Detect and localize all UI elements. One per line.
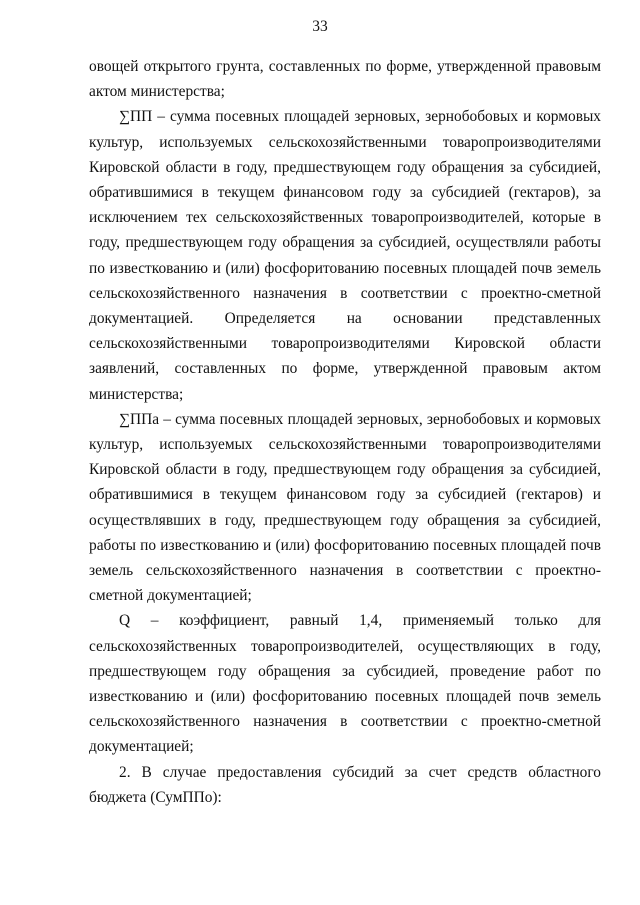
paragraph-coefficient-q: Q – коэффициент, равный 1,4, применяемый только для сельскохозяйственных товаропроизводителей, осуществляющих в году, предшествующем году обращения за субсидией, проведение работ по известкованию и (или) фосфоритованию посевных площадей почв земель сельскохозяйственного назначения в соответствии с проектно-сметной документацией; bbox=[89, 612, 601, 756]
paragraph-sum-pp: ∑ПП – сумма посевных площадей зерновых, зернобобовых и кормовых культур, используемых сельскохозяйственными товаропроизводителями Кировской области в году, предшествующем году обращения за субсидией, обратившимися в текущем финансовом году за субсидией (гектаров), за исключением тех сельскохозяйственных товаропроизводителей, которые в году, предшествующем году обращения за субсидией, осуществляли работы по известкованию и (или) фосфоритованию посевных площадей почв земель сельскохозяйственного назначения в соответствии с проектно-сметной документацией. Определяется на основании представленных сельскохозяйственными товаропроизводителями Кировской области заявлений, составленных по форме, утвержденной правовым актом министерства; bbox=[89, 108, 601, 403]
paragraph-item-2: 2. В случае предоставления субсидий за счет средств областного бюджета (СумППо): bbox=[89, 763, 601, 806]
paragraph-continuation: овощей открытого грунта, составленных по форме, утвержденной правовым актом министерства; bbox=[89, 58, 601, 101]
page-number: 33 bbox=[312, 18, 328, 35]
paragraph-sum-ppa: ∑ППа – сумма посевных площадей зерновых, зернобобовых и кормовых культур, используемых сельскохозяйственными товаропроизводителями Кировской области в году, предшествующем году обращения за субсидией, обратившимися в текущем финансовом году за субсидией (гектаров) и осуществлявших в году, предшествующем году обращения за субсидией, работы по известкованию и (или) фосфоритованию посевных площадей почв земель сельскохозяйственного назначения в соответствии с проектно-сметной документацией; bbox=[89, 410, 601, 605]
document-body bbox=[89, 54, 601, 810]
